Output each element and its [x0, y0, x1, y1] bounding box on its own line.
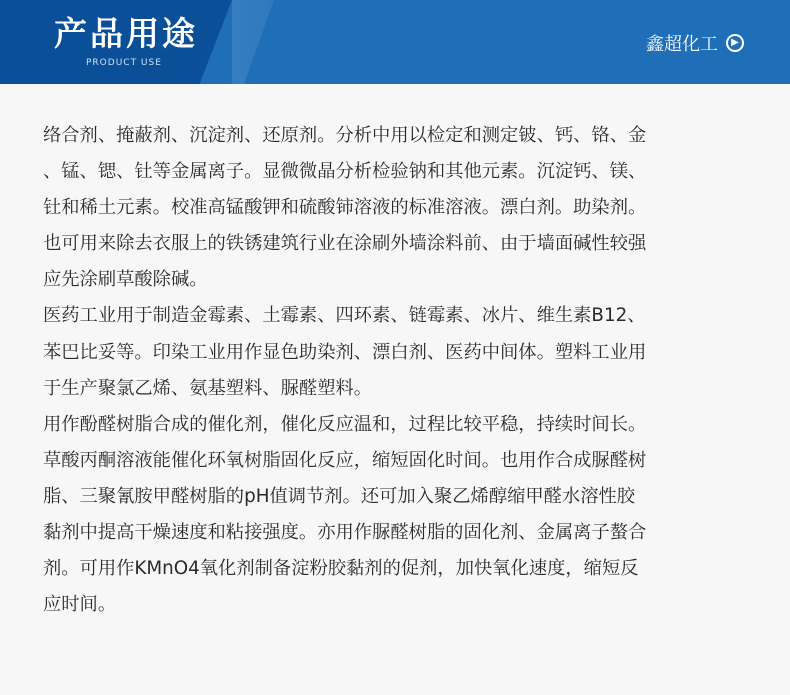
text-line: 钍和稀土元素。校准高锰酸钾和硫酸铈溶液的标准溶液。漂白剂。助染剂。 — [43, 197, 647, 219]
text-line: 应时间。 — [43, 594, 117, 616]
text-line: 脂、三聚氰胺甲醛树脂的pH值调节剂。还可加入聚乙烯醇缩甲醛水溶性胶 — [43, 485, 636, 507]
text-line: 医药工业用于制造金霉素、土霉素、四环素、链霉素、冰片、维生素B12、 — [43, 305, 646, 327]
text-line: 剂。可用作KMnO4氧化剂制备淀粉胶黏剂的促剂，加快氧化速度，缩短反 — [43, 558, 639, 580]
text-line: 草酸丙酮溶液能催化环氧树脂固化反应，缩短固化时间。也用作合成脲醛树 — [43, 449, 647, 471]
page-title: 产品用途 — [54, 14, 198, 53]
chevron-right-circle-icon: ▶ — [726, 34, 744, 52]
text-line: 用作酚醛树脂合成的催化剂，催化反应温和，过程比较平稳，持续时间长。 — [43, 413, 647, 435]
text-line: 、锰、锶、钍等金属离子。显微微晶分析检验钠和其他元素。沉淀钙、镁、 — [43, 161, 647, 183]
text-line: 苯巴比妥等。印染工业用作显色助染剂、漂白剂、医药中间体。塑料工业用 — [43, 341, 647, 363]
text-line: 络合剂、掩蔽剂、沉淀剂、还原剂。分析中用以检定和测定铍、钙、铬、金 — [43, 125, 647, 146]
header-stripe — [232, 0, 352, 84]
text-line: 于生产聚氯乙烯、氨基塑料、脲醛塑料。 — [43, 377, 373, 399]
brand-link[interactable] — [646, 30, 744, 56]
text-line: 黏剂中提高干燥速度和粘接强度。亦用作脲醛树脂的固化剂、金属离子螯合 — [43, 522, 647, 544]
usage-text — [43, 118, 753, 623]
text-line: 应先涂刷草酸除碱。 — [43, 269, 208, 291]
header-banner — [0, 0, 790, 84]
text-line: 也可用来除去衣服上的铁锈建筑行业在涂刷外墙涂料前、由于墙面碱性较强 — [43, 233, 647, 255]
brand-label: 鑫超化工 — [646, 34, 718, 55]
page-subtitle: PRODUCT USE — [86, 58, 162, 68]
